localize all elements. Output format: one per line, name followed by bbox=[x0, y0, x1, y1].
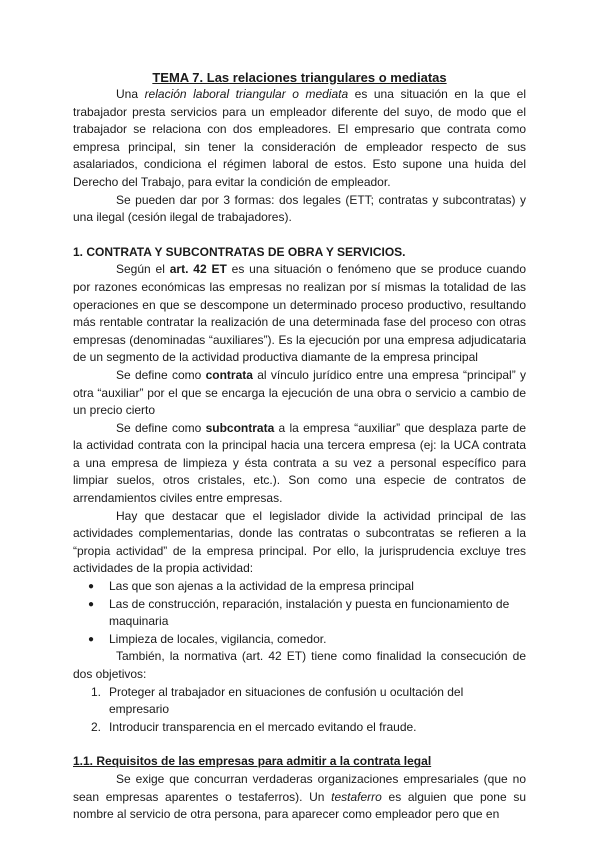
s1-p3-text: Se define como bbox=[116, 420, 206, 435]
s1-p2-bold-term: contrata bbox=[205, 367, 253, 382]
excluded-activities-list bbox=[73, 578, 526, 648]
bullet-icon: ● bbox=[88, 598, 95, 610]
bullet-icon: ● bbox=[88, 633, 95, 645]
section-1-paragraph-5: También, la normativa (art. 42 ET) tiene como finalidad la consecución de dos objetivos: bbox=[73, 649, 526, 681]
list-item-text: Proteger al trabajador en situaciones de confusión u ocultación del empresario bbox=[109, 684, 464, 717]
page-title: TEMA 7. Las relaciones triangulares o mediatas bbox=[152, 70, 447, 85]
intro-paragraph-1 bbox=[73, 86, 526, 192]
spacer bbox=[73, 227, 526, 244]
objectives-list bbox=[73, 684, 526, 737]
list-item bbox=[73, 719, 526, 737]
list-item-text: Las de construcción, reparación, instalación y puesta en funcionamiento de maquinaria bbox=[109, 596, 510, 629]
intro-p1-text: Una bbox=[116, 87, 145, 101]
section-1-paragraph-3 bbox=[73, 420, 526, 508]
list-item bbox=[73, 631, 526, 649]
intro-paragraph-2: Se pueden dar por 3 formas: dos legales (ETT; contratas y subcontratas) y una ilegal (cesión ilegal de trabajadores). bbox=[73, 192, 526, 225]
s1-p1-text-rest: es una situación o fenómeno que se produce cuando por razones económicas las empresas no realizan por sí mismas la totalidad de las operaciones en que se descompone un determinado proceso productivo, resultando más rentable contratar la realización de una determinada fase del proceso con otras empresas (denominadas “auxiliares”). Es la ejecución por una empresa adjudicataria de un segmento de la actividad productiva diamante de la empresa principal bbox=[73, 262, 526, 365]
s1-p3-text-rest: a la empresa “auxiliar” que desplaza parte de la actividad contrata con la principal hacia una tercera empresa (ej: la UCA contrata a una empresa de limpieza y ésta contrata a su vez a personal específico para limpiar suelos, otros cristales, etc.). Son como una especie de contratos de arrendamientos civiles entre empresas. bbox=[73, 420, 527, 506]
list-item bbox=[73, 684, 526, 719]
spacer bbox=[73, 736, 526, 753]
s1-p3-bold-term: subcontrata bbox=[205, 420, 275, 435]
s1-p2-text-rest: al vínculo jurídico entre una empresa “principal” y otra “auxiliar” por el que se encarga la ejecución de una obra o servicio a cambio de un precio cierto bbox=[73, 367, 526, 418]
list-number: 1. bbox=[91, 684, 102, 699]
list-item-text: Limpieza de locales, vigilancia, comedor. bbox=[109, 631, 327, 646]
list-item-text: Las que son ajenas a la actividad de la empresa principal bbox=[109, 579, 414, 594]
s11-p1-italic-term: testaferro bbox=[331, 789, 382, 804]
section-1-heading: 1. CONTRATA Y SUBCONTRATAS DE OBRA Y SERVICIOS. bbox=[73, 244, 406, 259]
list-item-text: Introducir transparencia en el mercado evitando el fraude. bbox=[109, 719, 417, 734]
section-1-1-paragraph-1 bbox=[73, 771, 526, 824]
section-1-paragraph-4: Hay que destacar que el legislador divide la actividad principal de las actividades complementarias, donde las contratas o subcontratas se refieren a la “propia actividad” de la empresa principal. Por ello, la jurisprudencia excluye tres actividades de la propia actividad: bbox=[73, 508, 526, 576]
s11-p1-text: Se exige que concurran verdaderas organizaciones empresariales (que no sean empresas aparentes o testaferros). Un bbox=[73, 771, 526, 804]
list-item bbox=[73, 578, 526, 596]
s1-p1-text: Según el bbox=[116, 262, 170, 277]
list-item bbox=[73, 596, 526, 631]
section-1-paragraph-1 bbox=[73, 261, 526, 367]
section-1-1-heading: 1.1. Requisitos de las empresas para admitir a la contrata legal bbox=[73, 754, 432, 769]
list-number: 2. bbox=[91, 719, 102, 734]
bullet-icon: ● bbox=[88, 581, 95, 593]
intro-p1-italic-term: relación laboral triangular o mediata bbox=[144, 87, 349, 101]
section-1-paragraph-2 bbox=[73, 367, 526, 420]
s1-p2-text: Se define como bbox=[116, 367, 206, 382]
s11-p1-text-rest: es alguien que pone su nombre al servicio de otra persona, para aparecer como empleador pero que en bbox=[73, 789, 526, 822]
intro-p1-text-rest: es una situación en la que el trabajador presta servicios para un empleador diferente del suyo, de modo que el trabajador se relaciona con dos empleadores. El empresario que contrata como empresa principal, sin tener la consideración de empleador respecto de sus asalariados, condiciona el régimen laboral de estos. Esto supone una huida del Derecho del Trabajo, para evitar la condición de empleador. bbox=[73, 87, 526, 189]
s1-p1-bold-article: art. 42 ET bbox=[169, 262, 227, 277]
